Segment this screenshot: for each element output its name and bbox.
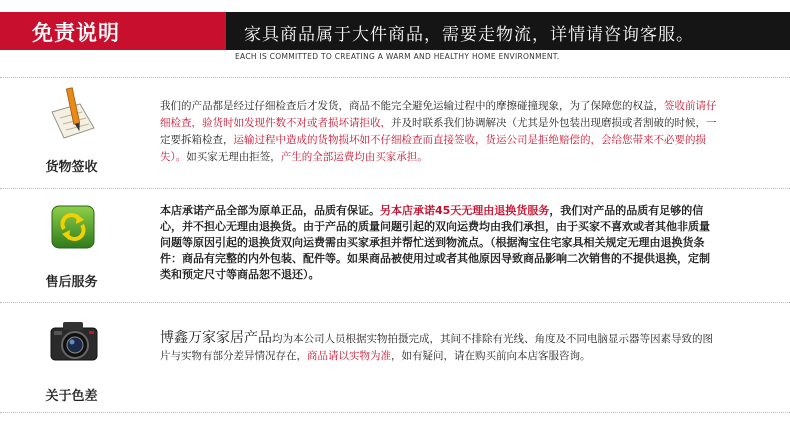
after-sales-text-part: 本店承诺产品全部为原单正品，品质有保证。 <box>160 204 380 217</box>
receipt-text <box>160 98 720 166</box>
clipboard-pencil-icon <box>50 86 96 148</box>
divider <box>0 188 790 189</box>
receipt-text-part: 如买家无理由拒签， <box>186 151 281 163</box>
after-sales-text-part: ，我们对产品的品质有足够的信心，并不担心无理由退换货。由于产品的质量问题引起的双向运费均由我们承担，由于买家不喜欢或者其他非质量问题等原因引起的退换货双向运费需由买家承担并帮忙送到物流点。（根据淘宝住宅家具相关规定无理由退换货条件：商品有完整的内外包装、配件等。如果商品被使用过或者其他原因导致商品影响二次销售的不提供退换，定制类和预定尺寸等商品恕不退还）。 <box>160 204 710 281</box>
divider <box>0 302 790 303</box>
receipt-highlight: 运输过程中造成的货物损坏如不仔细检查而直接签收，货运公司是拒绝赔偿的，会给您带来不必要的损失）。 <box>160 134 706 163</box>
color-text <box>160 330 720 365</box>
page-title: 免责说明 <box>32 21 120 45</box>
brand-name: 博鑫万家家居产品 <box>160 330 272 346</box>
refresh-arrows-icon <box>51 205 95 253</box>
section-label-receipt: 货物签收 <box>45 160 98 175</box>
section-label-after-sales: 售后服务 <box>45 275 98 290</box>
after-sales-highlight: 另本店承诺45天无理由退换货服务 <box>380 204 550 217</box>
banner-text: 家具商品属于大件商品，需要走物流，详情请咨询客服。 <box>244 25 694 45</box>
banner-subline: EACH IS COMMITTED TO CREATING A WARM AND HEALTHY HOME ENVIRONMENT. <box>235 52 560 61</box>
divider <box>0 412 790 413</box>
color-text-part: 均为本公司人员根据实物拍摄完成，其间不排除有光线、角度及不同电脑显示器等因素导致的图片与实物有部分差异情况存在， <box>160 333 713 362</box>
banner-bar <box>226 12 790 50</box>
divider <box>0 77 790 78</box>
section-label-color: 关于色差 <box>45 389 98 404</box>
header <box>0 0 790 68</box>
camera-icon <box>48 318 100 368</box>
receipt-highlight: 产生的全部运费均由买家承担。 <box>280 151 428 163</box>
color-highlight: 商品请以实物为准 <box>307 350 391 362</box>
after-sales-text <box>160 203 715 283</box>
color-text-part: ，如有疑问，请在购买前向本店客服咨询。 <box>391 350 591 362</box>
receipt-text-part: 我们的产品都是经过仔细检查后才发货，商品不能完全避免运输过程中的摩擦碰撞现象，为了保障您的权益， <box>160 100 664 112</box>
title-tab <box>0 12 226 50</box>
receipt-highlight: 签收前请仔细检查，验货时如发现件数不对或者损坏请拒收， <box>160 100 717 129</box>
receipt-text-part: 并及时联系我们协调解决（尤其是外包装出现磨损或者割破的时候，一定要拆箱检查， <box>160 117 717 146</box>
